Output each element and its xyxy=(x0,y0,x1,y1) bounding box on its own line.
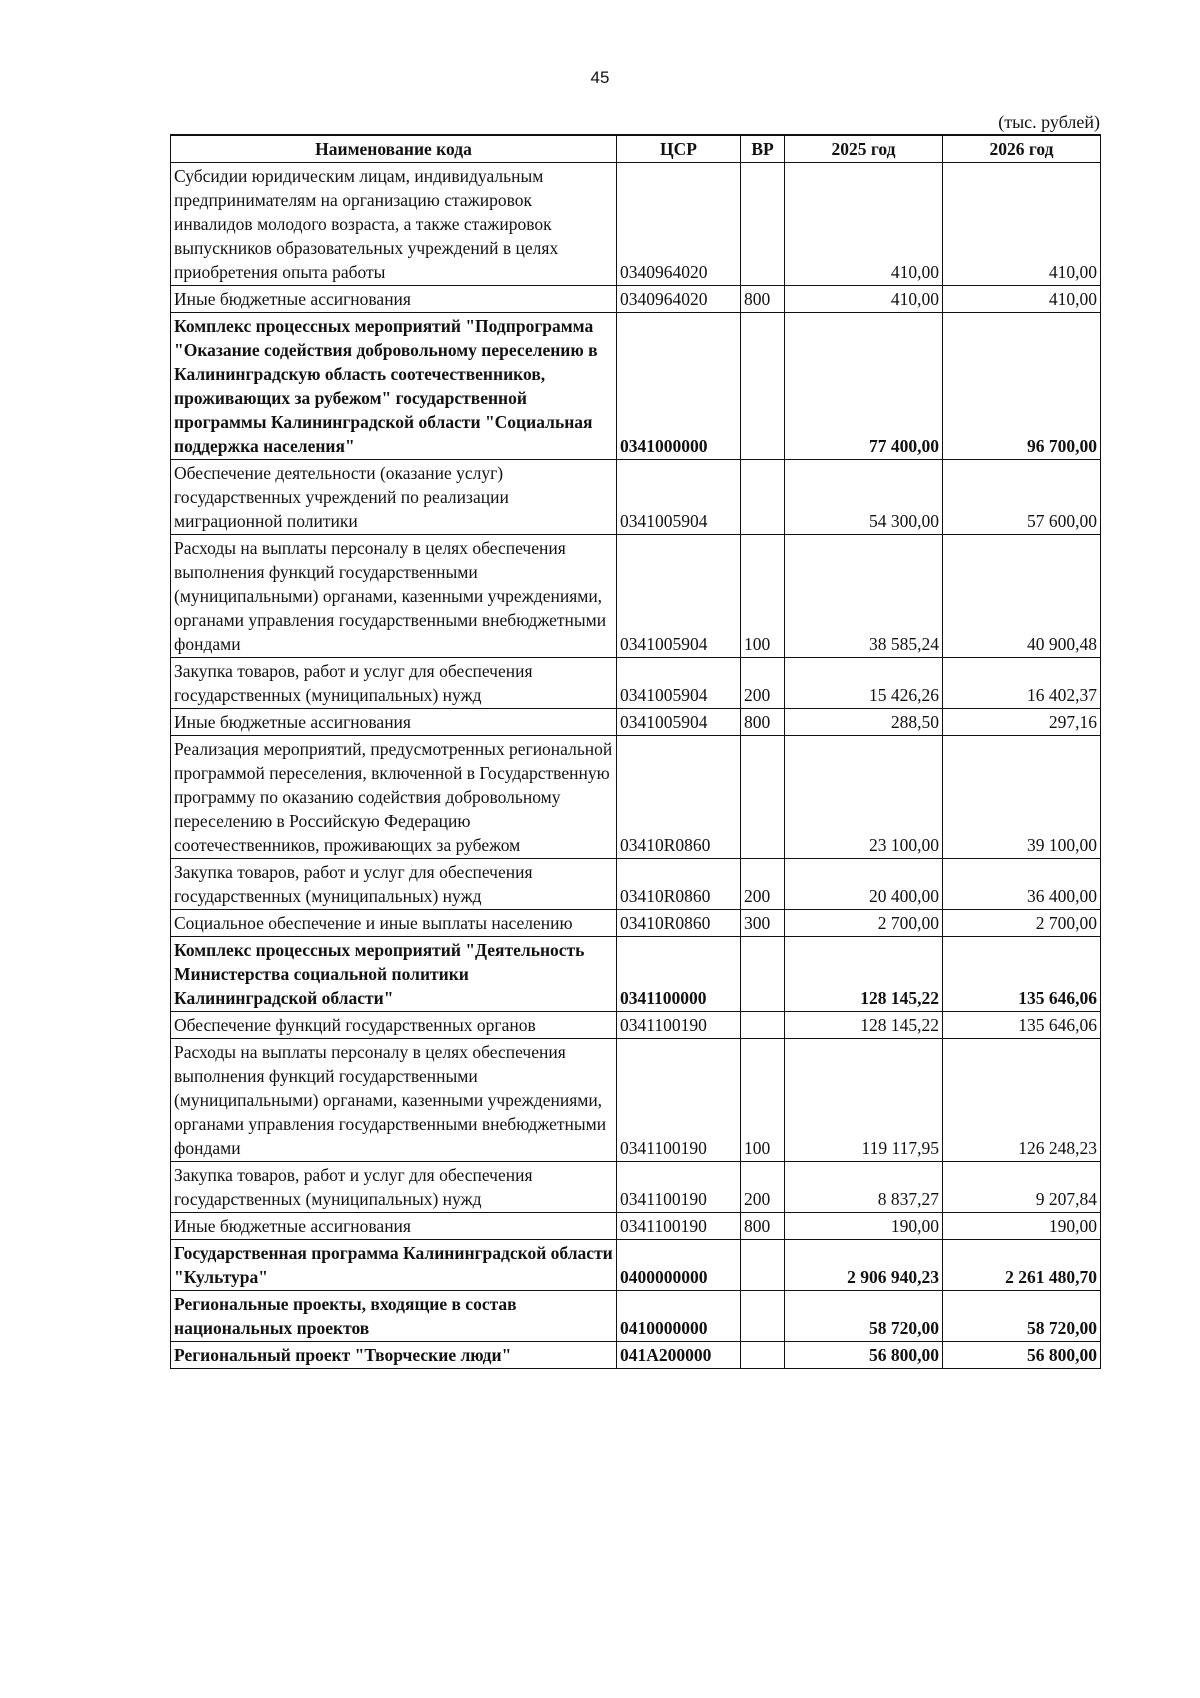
page-number: 45 xyxy=(590,68,610,87)
row-2026-cell: 297,16 xyxy=(943,709,1101,736)
row-csr-cell: 0341000000 xyxy=(617,313,741,460)
row-2025-cell: 410,00 xyxy=(785,286,943,313)
row-vr-cell: 100 xyxy=(741,535,785,658)
row-name-cell: Комплекс процессных мероприятий "Подпрограмма "Оказание содействия добровольному переселению в Калининградскую область соотечественников, проживающих за рубежом" государственной программы Калининградской области "Социальная поддержка населения" xyxy=(171,313,617,460)
row-2025-cell: 410,00 xyxy=(785,163,943,286)
row-2026-cell: 56 800,00 xyxy=(943,1342,1101,1369)
row-vr-cell xyxy=(741,163,785,286)
row-vr-cell: 200 xyxy=(741,1162,785,1213)
row-csr-cell: 03410R0860 xyxy=(617,736,741,859)
table-row xyxy=(171,1291,1101,1342)
row-2025-cell: 128 145,22 xyxy=(785,1012,943,1039)
row-vr-cell: 200 xyxy=(741,658,785,709)
row-csr-cell: 0341100190 xyxy=(617,1162,741,1213)
row-2026-cell: 410,00 xyxy=(943,286,1101,313)
row-name-cell: Региональные проекты, входящие в состав национальных проектов xyxy=(171,1291,617,1342)
row-vr-cell xyxy=(741,937,785,1012)
row-2025-cell: 54 300,00 xyxy=(785,460,943,535)
row-2025-cell: 2 700,00 xyxy=(785,910,943,937)
row-vr-cell: 300 xyxy=(741,910,785,937)
row-csr-cell: 0341100190 xyxy=(617,1213,741,1240)
row-csr-cell: 0340964020 xyxy=(617,286,741,313)
row-csr-cell: 0340964020 xyxy=(617,163,741,286)
row-name-cell: Комплекс процессных мероприятий "Деятельность Министерства социальной политики Калининградской области" xyxy=(171,937,617,1012)
table-row xyxy=(171,313,1101,460)
row-2025-cell: 58 720,00 xyxy=(785,1291,943,1342)
row-name-cell: Реализация мероприятий, предусмотренных региональной программой переселения, включенной в Государственную программу по оказанию содействия добровольному переселению в Российскую Федерацию соотечественников, проживающих за рубежом xyxy=(171,736,617,859)
row-2025-cell: 2 906 940,23 xyxy=(785,1240,943,1291)
table-row xyxy=(171,286,1101,313)
row-csr-cell: 0341005904 xyxy=(617,460,741,535)
row-name-cell: Иные бюджетные ассигнования xyxy=(171,1213,617,1240)
row-vr-cell xyxy=(741,1012,785,1039)
row-name-cell: Иные бюджетные ассигнования xyxy=(171,709,617,736)
row-2026-cell: 58 720,00 xyxy=(943,1291,1101,1342)
row-2025-cell: 119 117,95 xyxy=(785,1039,943,1162)
row-csr-cell: 0400000000 xyxy=(617,1240,741,1291)
row-2025-cell: 190,00 xyxy=(785,1213,943,1240)
table-row xyxy=(171,1039,1101,1162)
header-csr: ЦСР xyxy=(617,135,741,163)
row-vr-cell: 800 xyxy=(741,286,785,313)
table-row xyxy=(171,709,1101,736)
row-csr-cell: 0341005904 xyxy=(617,709,741,736)
row-vr-cell xyxy=(741,1291,785,1342)
row-csr-cell: 03410R0860 xyxy=(617,859,741,910)
row-csr-cell: 0341005904 xyxy=(617,658,741,709)
table-row xyxy=(171,937,1101,1012)
row-2025-cell: 8 837,27 xyxy=(785,1162,943,1213)
row-csr-cell: 0341100190 xyxy=(617,1012,741,1039)
row-name-cell: Закупка товаров, работ и услуг для обеспечения государственных (муниципальных) нужд xyxy=(171,658,617,709)
row-name-cell: Социальное обеспечение и иные выплаты населению xyxy=(171,910,617,937)
row-2025-cell: 23 100,00 xyxy=(785,736,943,859)
row-2026-cell: 190,00 xyxy=(943,1213,1101,1240)
row-csr-cell: 0410000000 xyxy=(617,1291,741,1342)
table-row xyxy=(171,163,1101,286)
row-2026-cell: 2 700,00 xyxy=(943,910,1101,937)
row-name-cell: Закупка товаров, работ и услуг для обеспечения государственных (муниципальных) нужд xyxy=(171,859,617,910)
row-name-cell: Обеспечение функций государственных органов xyxy=(171,1012,617,1039)
row-vr-cell: 100 xyxy=(741,1039,785,1162)
row-2025-cell: 288,50 xyxy=(785,709,943,736)
row-name-cell: Расходы на выплаты персоналу в целях обеспечения выполнения функций государственными (муниципальными) органами, казенными учреждениями, органами управления государственными внебюджетными фондами xyxy=(171,1039,617,1162)
row-2026-cell: 9 207,84 xyxy=(943,1162,1101,1213)
table-row xyxy=(171,736,1101,859)
row-csr-cell: 0341005904 xyxy=(617,535,741,658)
table-row xyxy=(171,1012,1101,1039)
row-2026-cell: 2 261 480,70 xyxy=(943,1240,1101,1291)
row-csr-cell: 03410R0860 xyxy=(617,910,741,937)
table-row xyxy=(171,1213,1101,1240)
row-vr-cell xyxy=(741,1240,785,1291)
row-2026-cell: 135 646,06 xyxy=(943,1012,1101,1039)
table-row xyxy=(171,535,1101,658)
row-2025-cell: 56 800,00 xyxy=(785,1342,943,1369)
table-header-row xyxy=(171,135,1101,163)
table-row xyxy=(171,1240,1101,1291)
row-name-cell: Иные бюджетные ассигнования xyxy=(171,286,617,313)
table-row xyxy=(171,658,1101,709)
row-name-cell: Государственная программа Калининградской области "Культура" xyxy=(171,1240,617,1291)
row-2025-cell: 15 426,26 xyxy=(785,658,943,709)
row-vr-cell xyxy=(741,313,785,460)
row-name-cell: Закупка товаров, работ и услуг для обеспечения государственных (муниципальных) нужд xyxy=(171,1162,617,1213)
table-row xyxy=(171,1342,1101,1369)
row-2026-cell: 126 248,23 xyxy=(943,1039,1101,1162)
row-2026-cell: 96 700,00 xyxy=(943,313,1101,460)
row-name-cell: Субсидии юридическим лицам, индивидуальным предпринимателям на организацию стажировок инвалидов молодого возраста, а также стажировок выпускников образовательных учреждений в целях приобретения опыта работы xyxy=(171,163,617,286)
row-vr-cell: 800 xyxy=(741,1213,785,1240)
row-vr-cell: 200 xyxy=(741,859,785,910)
header-2026: 2026 год xyxy=(943,135,1101,163)
row-name-cell: Расходы на выплаты персоналу в целях обеспечения выполнения функций государственными (муниципальными) органами, казенными учреждениями, органами управления государственными внебюджетными фондами xyxy=(171,535,617,658)
table-row xyxy=(171,460,1101,535)
row-csr-cell: 041А200000 xyxy=(617,1342,741,1369)
row-2026-cell: 57 600,00 xyxy=(943,460,1101,535)
row-csr-cell: 0341100190 xyxy=(617,1039,741,1162)
row-2026-cell: 16 402,37 xyxy=(943,658,1101,709)
row-2025-cell: 128 145,22 xyxy=(785,937,943,1012)
row-2026-cell: 135 646,06 xyxy=(943,937,1101,1012)
row-2025-cell: 77 400,00 xyxy=(785,313,943,460)
row-2026-cell: 39 100,00 xyxy=(943,736,1101,859)
row-name-cell: Региональный проект "Творческие люди" xyxy=(171,1342,617,1369)
row-2025-cell: 38 585,24 xyxy=(785,535,943,658)
row-csr-cell: 0341100000 xyxy=(617,937,741,1012)
budget-table xyxy=(170,134,1101,1369)
table-body xyxy=(171,163,1101,1369)
table-row xyxy=(171,1162,1101,1213)
row-2026-cell: 410,00 xyxy=(943,163,1101,286)
row-vr-cell xyxy=(741,1342,785,1369)
row-name-cell: Обеспечение деятельности (оказание услуг) государственных учреждений по реализации миграционной политики xyxy=(171,460,617,535)
header-name: Наименование кода xyxy=(171,135,617,163)
header-2025: 2025 год xyxy=(785,135,943,163)
unit-label: (тыс. рублей) xyxy=(998,112,1100,132)
row-vr-cell xyxy=(741,460,785,535)
row-vr-cell xyxy=(741,736,785,859)
row-vr-cell: 800 xyxy=(741,709,785,736)
header-vr: ВР xyxy=(741,135,785,163)
table-row xyxy=(171,910,1101,937)
row-2026-cell: 36 400,00 xyxy=(943,859,1101,910)
row-2025-cell: 20 400,00 xyxy=(785,859,943,910)
table-row xyxy=(171,859,1101,910)
row-2026-cell: 40 900,48 xyxy=(943,535,1101,658)
